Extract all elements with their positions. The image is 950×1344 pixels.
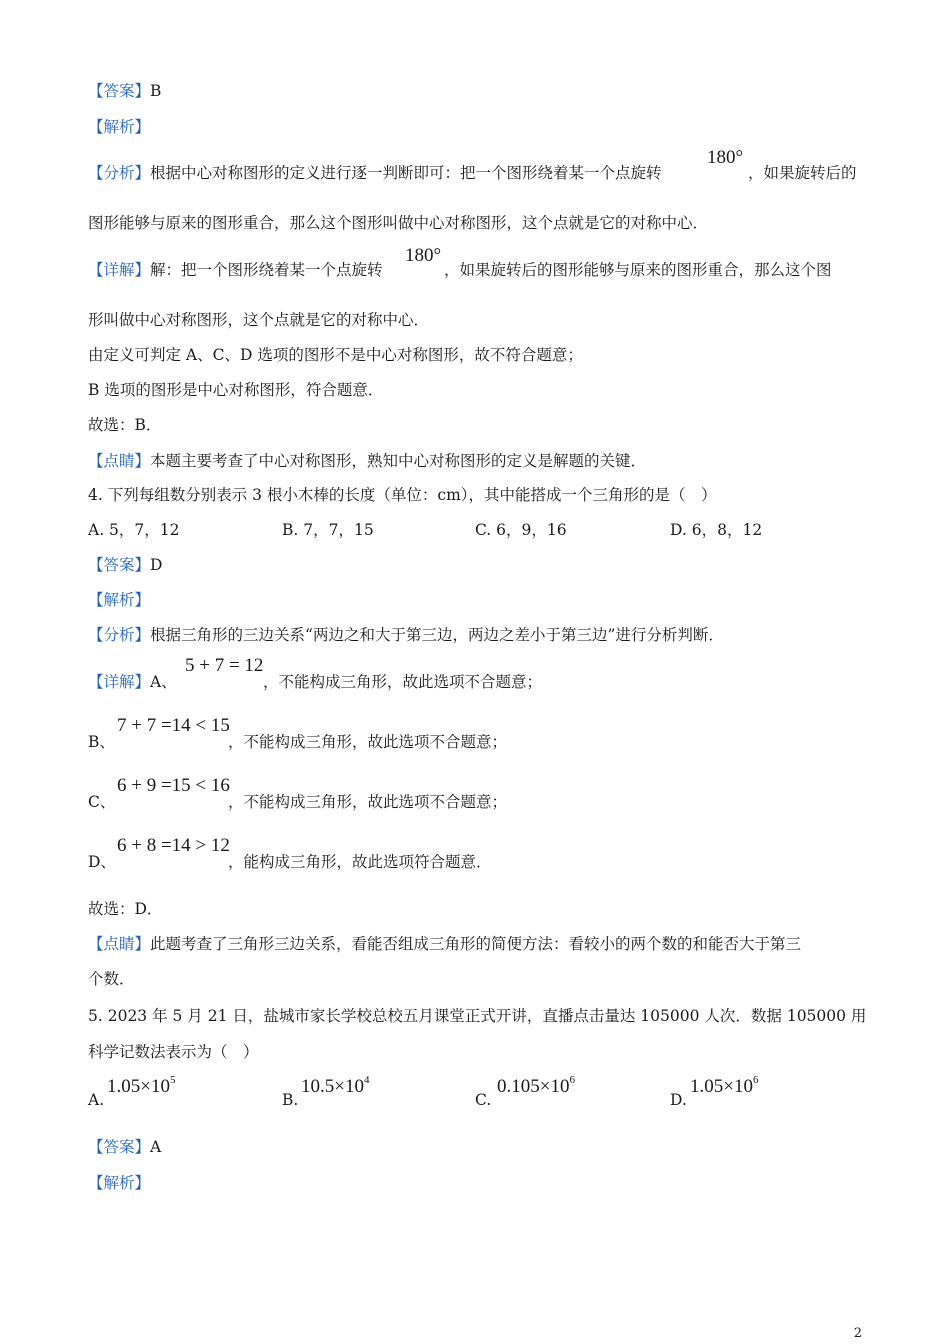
answer-tag: 【答案】 [88,556,151,574]
q5-option-b-expr [301,1074,369,1098]
q3-line5: B 选项的图形是中心对称图形，符合题意． [88,381,384,399]
degree-text: 180° [707,147,744,168]
q3-analysis-tag: 【解析】 [88,118,151,136]
sci-exp: 6 [569,1074,575,1086]
q4-dianjing-line2: 个数． [88,970,135,988]
q3-xiangjie-line2: 形叫做中心对称图形，这个点就是它的对称中心． [88,311,430,329]
q5-option-b [282,1090,298,1110]
q4-detail-c: C、 [88,793,116,811]
q4-option-c: C. 6，9，16 [475,521,567,539]
dianjing-tag: 【点睛】 [88,452,151,470]
q3-fenxi-line1 [88,163,662,183]
degree-text: 180° [405,245,442,266]
fenxi-tag: 【分析】 [88,164,151,182]
q4-detail-c-text: ，不能构成三角形，故此选项不合题意； [228,793,508,811]
option-letter: A. [88,1091,105,1109]
q4-dianjing-line1 [88,934,801,954]
page-number: 2 [853,1326,862,1341]
answer-tag: 【答案】 [88,1138,151,1156]
expr-d: 6 + 8 =14 > 12 [117,835,230,856]
q4-detail-d: D、 [88,853,116,871]
q3-fenxi-line2: 图形能够与原来的图形重合，那么这个图形叫做中心对称图形，这个点就是它的对称中心． [88,214,709,232]
q5-option-c-expr [497,1074,575,1098]
dianjing-text: 本题主要考查了中心对称图形，熟知中心对称图形的定义是解题的关键． [150,452,647,470]
q4-option-d: D. 6，8，12 [670,521,763,539]
q4-question: 4. 下列每组数分别表示 3 根小木棒的长度（单位：cm），其中能搭成一个三角形的是（ ） [88,486,717,504]
q5-question-line2: 科学记数法表示为（ ） [88,1043,259,1061]
fenxi-tag: 【分析】 [88,626,151,644]
expr-a: 5 + 7 = 12 [185,655,264,676]
q5-option-a-expr [107,1074,175,1098]
sci-base: 10.5×10 [301,1076,364,1097]
option-letter: B. [282,1091,299,1109]
answer-value: B [150,82,162,100]
option-letter: D. [670,1091,687,1109]
answer-tag: 【答案】 [88,82,151,100]
q4-answer-line [88,555,162,575]
answer-value: A [150,1138,162,1156]
xiangjie-tag: 【详解】 [88,261,151,279]
q4-detail-a-text: ，不能构成三角形，故此选项不合题意； [263,673,543,691]
q4-detail-b-text: ，不能构成三角形，故此选项不合题意； [228,733,508,751]
option-letter: C. [475,1091,492,1109]
q4-choose: 故选：D． [88,900,163,918]
fenxi-text: 根据三角形的三边关系“两边之和大于第三边，两边之差小于第三边”进行分析判断． [150,626,724,644]
answer-value: D [150,556,163,574]
q5-option-c [475,1090,491,1110]
q4-detail-d-text: ，能构成三角形，故此选项符合题意． [228,853,492,871]
q4-option-a: A. 5，7，12 [88,521,180,539]
q3-xiangjie-line1 [88,260,383,280]
q5-option-a [88,1090,104,1110]
sci-exp: 6 [752,1074,759,1086]
sci-exp: 4 [363,1074,370,1086]
xiangjie-tag: 【详解】 [88,673,151,691]
sci-base: 0.105×10 [497,1076,570,1097]
expr-c: 6 + 9 =15 < 16 [117,775,230,796]
q3-answer-line [88,81,161,101]
degree-180 [707,147,743,169]
q4-fenxi [88,625,724,645]
sci-base: 1.05×10 [107,1076,170,1097]
q3-choose: 故选：B． [88,416,162,434]
q3-fenxi-line1-end: ，如果旋转后的 [748,164,857,182]
q4-option-b: B. 7，7，15 [282,521,374,539]
item-prefix: A、 [150,673,177,691]
q3-xiangjie-line1-end: ，如果旋转后的图形能够与原来的图形重合，那么这个图 [444,261,832,279]
q5-option-d [670,1090,687,1110]
fenxi-text: 根据中心对称图形的定义进行逐一判断即可：把一个图形绕着某一个点旋转 [150,164,662,182]
q5-question-line1: 5. 2023 年 5 月 21 日，盐城市家长学校总校五月课堂正式开讲，直播点击量达 105000 人次．数据 105000 用 [88,1007,867,1025]
q4-detail-b: B、 [88,733,115,751]
sci-base: 1.05×10 [690,1076,753,1097]
dianjing-text: 此题考查了三角形三边关系，看能否组成三角形的简便方法：看较小的两个数的和能否大于第三 [150,935,802,953]
q3-dianjing [88,451,646,471]
expr-b: 7 + 7 =14 < 15 [117,715,230,736]
q4-detail-a [88,672,177,692]
q3-line4: 由定义可判定 A、C、D 选项的图形不是中心对称图形，故不符合题意； [88,346,583,364]
xiangjie-text: 解：把一个图形绕着某一个点旋转 [150,261,383,279]
q5-option-d-expr [690,1074,758,1098]
q5-analysis-tag: 【解析】 [88,1174,151,1192]
q5-answer-line [88,1137,161,1157]
q4-analysis-tag: 【解析】 [88,591,151,609]
dianjing-tag: 【点睛】 [88,935,151,953]
degree-180-2 [405,245,441,267]
sci-exp: 5 [169,1074,176,1086]
